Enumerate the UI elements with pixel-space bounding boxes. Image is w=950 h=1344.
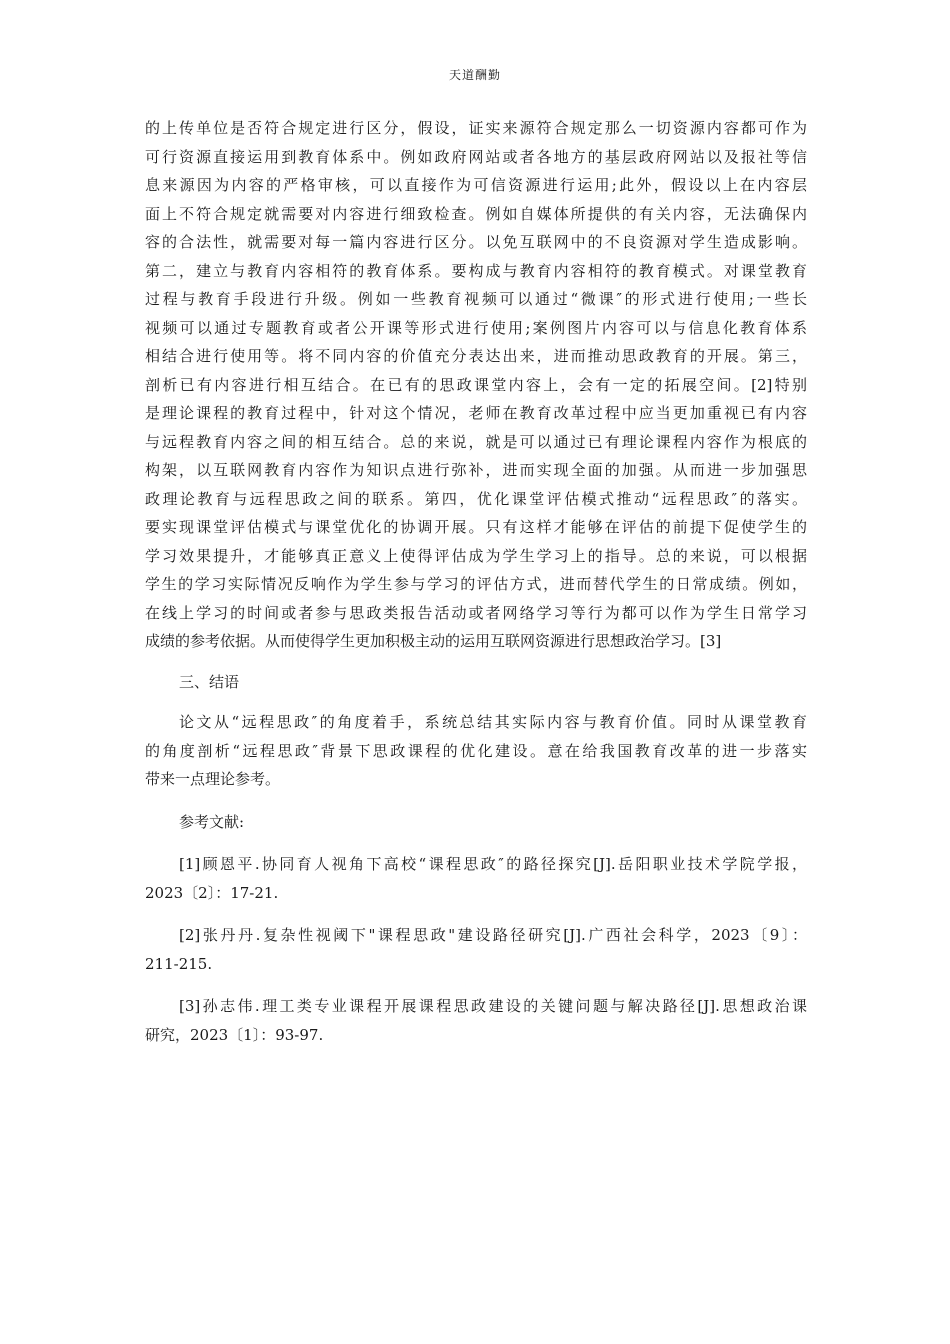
text-line: 剖析已有内容进行相互结合。在已有的思政课堂内容上，会有一定的拓展空间。[2]特别 xyxy=(145,375,807,394)
reference-item xyxy=(145,992,807,1049)
reference-line: 2023〔2〕：17-21. xyxy=(145,883,279,902)
text-line: 与远程教育内容之间的相互结合。总的来说，就是可以通过已有理论课程内容作为根底的 xyxy=(145,432,807,451)
text-line: 带来一点理论参考。 xyxy=(145,770,281,788)
section-heading-text: 三、结语 xyxy=(179,672,240,691)
text-line: 过程与教育手段进行升级。例如一些教育视频可以通过“微课″的形式进行使用;一些长 xyxy=(145,290,807,308)
reference-line: 211-215. xyxy=(145,954,213,973)
text-line: 政理论教育与远程思政之间的联系。第四，优化课堂评估模式推动“远程思政″的落实。 xyxy=(145,489,807,508)
text-line: 的角度剖析“远程思政″背景下思政课程的优化建设。意在给我国教育改革的进一步落实 xyxy=(145,741,807,760)
reference-item xyxy=(145,850,807,907)
text-line: 成绩的参考依据。从而使得学生更加积极主动的运用互联网资源进行思想政治学习。[3] xyxy=(145,632,722,650)
text-line: 学习效果提升，才能够真正意义上使得评估成为学生学习上的指导。总的来说，可以根据 xyxy=(145,546,807,565)
reference-line: 研究，2023〔1〕：93-97. xyxy=(145,1025,324,1044)
text-line: 面上不符合规定就需要对内容进行细致检查。例如自媒体所提供的有关内容，无法确保内 xyxy=(145,204,807,223)
reference-line: [1]顾恩平.协同育人视角下高校“课程思政″的路径探究[J].岳阳职业技术学院学报， xyxy=(179,855,807,873)
text-line: 相结合进行使用等。将不同内容的价值充分表达出来，进而推动思政教育的开展。第三， xyxy=(145,347,807,365)
text-line: 在线上学习的时间或者参与思政类报告活动或者网络学习等行为都可以作为学生日常学习 xyxy=(145,603,807,622)
page-header: 天道酬勤 xyxy=(448,68,501,82)
text-line: 容的合法性，就需要对每一篇内容进行区分。以免互联网中的不良资源对学生造成影响。 xyxy=(145,233,807,251)
references-heading-text: 参考文献: xyxy=(179,812,245,831)
text-line: 可行资源直接运用到教育体系中。例如政府网站或者各地方的基层政府网站以及报社等信 xyxy=(145,147,807,166)
document-body xyxy=(145,114,807,1049)
section-heading-conclusion xyxy=(145,668,807,697)
text-line: 构架，以互联网教育内容作为知识点进行弥补，进而实现全面的加强。从而进一步加强思 xyxy=(145,461,807,479)
reference-line: [2]张丹丹.复杂性视阈下"课程思政"建设路径研究[J].广西社会科学，2023〔9〕： xyxy=(179,926,807,944)
references-heading xyxy=(145,808,807,837)
text-line: 是理论课程的教育过程中，针对这个情况，老师在教育改革过程中应当更加重视已有内容 xyxy=(145,404,807,422)
text-line: 视频可以通过专题教育或者公开课等形式进行使用;案例图片内容可以与信息化教育体系 xyxy=(145,318,807,337)
text-line: 的上传单位是否符合规定进行区分，假设，证实来源符合规定那么一切资源内容都可作为 xyxy=(145,119,807,137)
text-line: 学生的学习实际情况反响作为学生参与学习的评估方式，进而替代学生的日常成绩。例如， xyxy=(145,575,807,593)
text-line: 要实现课堂评估模式与课堂优化的协调开展。只有这样才能够在评估的前提下促使学生的 xyxy=(145,518,807,536)
conclusion-paragraph xyxy=(145,708,807,794)
reference-line: [3]孙志伟.理工类专业课程开展课程思政建设的关键问题与解决路径[J].思想政治课 xyxy=(179,997,807,1015)
text-line: 第二，建立与教育内容相符的教育体系。要构成与教育内容相符的教育模式。对课堂教育 xyxy=(145,261,807,280)
reference-item xyxy=(145,921,807,978)
text-line: 息来源因为内容的严格审核，可以直接作为可信资源进行运用;此外，假设以上在内容层 xyxy=(145,176,807,194)
body-paragraph xyxy=(145,114,807,656)
text-line: 论文从“远程思政″的角度着手，系统总结其实际内容与教育价值。同时从课堂教育 xyxy=(179,713,807,731)
